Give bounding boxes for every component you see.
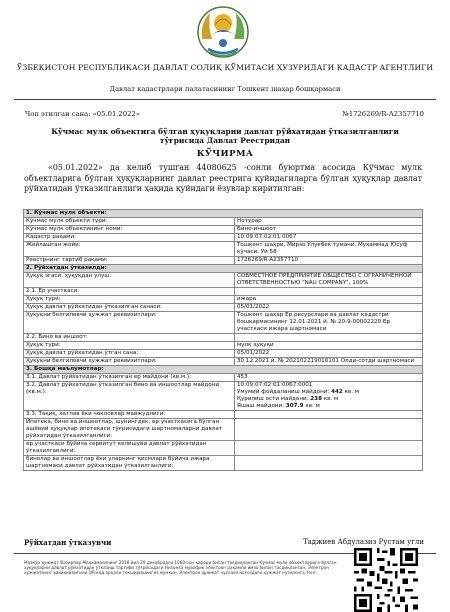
document-title: Кўчмас мулк объектига бўлган ҳуқуқларни давлат рўйхатидан ўтказилганлиги тўғрисида Давлат Реестридан <box>51 127 399 145</box>
table-row <box>24 288 423 296</box>
department-name: Давлат кадастрлари палатасининг Тошкент шаҳар бошқармаси <box>109 85 341 93</box>
field-label: Кўчмас мулк объектининг номи: <box>24 226 235 234</box>
registrar-name: Таджиев Абдулазиз Рустам угли <box>302 538 424 546</box>
field-label: 3.3. Тақиқ, хатлов ёки чекловлар мавжудлиги: <box>24 411 235 419</box>
section-label: 1. Кўчмас мулк объекти: <box>24 210 423 218</box>
field-label: Кўчмас мулк объекти тури: <box>24 218 235 226</box>
field-label: Кадастр рақами: <box>24 234 235 242</box>
section-header <box>24 366 423 374</box>
state-emblem-icon <box>196 5 250 59</box>
field-value <box>235 419 423 441</box>
agency-name: ЎЗБЕКИСТОН РЕСПУБЛИКАСИ ДАВЛАТ СОЛИҚ ҚЎМИТАСИ ҲУЗУРИДАГИ КАДАСТР АГЕНТЛИГИ <box>16 63 434 72</box>
qr-code-icon[interactable] <box>354 548 418 612</box>
field-value: 10:09:07:02:01:0067 <box>235 234 423 242</box>
field-label: Ҳуқуқ тури: <box>24 342 235 350</box>
field-value: 10:09:07:02:01:0067:0001 Умумий фойдаланиш майдони: 442 кв. м Қурилиш ости майдони: 238 кв. м Яшаш майдони: 307.9 кв. м <box>235 382 423 411</box>
table-row <box>24 441 423 456</box>
field-value <box>235 441 423 456</box>
field-label: 2.2. Бино ва иншоот: <box>24 334 235 342</box>
field-value: 453 <box>235 374 423 382</box>
field-label: Ҳуқуқ давлат рўйхатидан ўтган сана: <box>24 350 235 358</box>
field-label: Ҳуқуқни белгиловчи ҳужжат реквизитлари: <box>24 312 235 334</box>
table-row <box>24 312 423 334</box>
field-value <box>235 456 423 471</box>
field-value: Бино-иншоот <box>235 226 423 234</box>
field-value: 1726269/R-A2357710 <box>235 257 423 265</box>
print-date: Чоп этилган сана: «05.01.2022» <box>25 110 140 118</box>
table-row <box>24 342 423 350</box>
field-label: Ҳуқуқни белгиловчи ҳужжат реквизитлари: <box>24 358 235 366</box>
field-label: Ипотека, бино ва иншоотлар, шунингдек, ер участкасига бўлган ашёвий ҳуқуқлар ипотекаси тўғрисидаги шартномаларни давлат рўйхатидан ўтказилганлиги: <box>24 419 235 441</box>
field-value: 05/01/2022 <box>235 350 423 358</box>
table-row <box>24 358 423 366</box>
field-label: Ҳуқуқ эгаси, ҳуқуқдан улуш: <box>24 273 235 288</box>
table-row <box>24 242 423 257</box>
intro-paragraph: «05.01.2022» да келиб тушган 44080625 -сонли буюртма асосида Кўчмас мулк объектларига бўлган ҳуқуқларнинг давлат реестрига қуйидагиларга бўлган ҳуқуқлар давлат рўйхатидан ўтказилганлиги ҳақида қуйидаги ёзувлар киритилган: <box>24 163 422 193</box>
field-value <box>235 288 423 296</box>
field-value <box>235 411 423 419</box>
field-value: Тошкент шаҳри, Мирзо Улуғбек тумани, Муҳаммад Юсуф кўчаси, Уй 58 <box>235 242 423 257</box>
field-value: СОВМЕСТНОЕ ПРЕДПРИЯТИЕ ОБЩЕСТВО С ОГРАНИЧЕННОЙ ОТВЕТСТВЕННОСТЬЮ "NAU COMPANY", 100% <box>235 273 423 288</box>
table-row <box>24 456 423 471</box>
table-row <box>24 350 423 358</box>
table-row <box>24 419 423 441</box>
table-row <box>24 257 423 265</box>
table-row <box>24 374 423 382</box>
field-value: мулк ҳуқуқи <box>235 342 423 350</box>
header-divider <box>14 99 436 100</box>
field-label: 3.2. Давлат рўйхатидан ўтказилган бино ва иншоотлар майдони (кв.м.): <box>24 382 235 411</box>
table-row <box>24 226 423 234</box>
registrar-label: Рўйхатдан ўтказувчи <box>24 538 112 547</box>
section-label: 3. Бошқа маълумотлар: <box>24 366 423 374</box>
table-row <box>24 304 423 312</box>
table-row <box>24 273 423 288</box>
section-header <box>24 265 423 273</box>
field-label: Жойлашган жойи: <box>24 242 235 257</box>
table-row <box>24 296 423 304</box>
field-label: ер участкаси бўйича сервитут келишуви давлат рўйхатидан ўтказилганлиги: <box>24 441 235 456</box>
registry-table <box>23 209 423 471</box>
field-label: 3.1. Давлат рўйхатидан ўтказилган ер майдони (кв.м.): <box>24 374 235 382</box>
legal-fine-print: Мазкур ҳужжат Вазирлар Маҳкамасининг 2018 йил 29 декабрдаги 1060-сон қарори билан тасдиқланган Кўчмас мулк объектларига бўлган ҳуқуқларни давлат рўйхатидан ўтказиш тартиби тўғрисидаги Низомга мувофиқ электрон рақамли имзо билан тасдиқланган. Электрон ҳужжатнинг ҳақиқийлигини QR-код орқали текширишингиз мумкин. Электрон ҳужжат нусхаси қоғоздаги ҳужжат нусхасига тенг. <box>24 560 337 575</box>
field-label: Ҳуқуқ тури: <box>24 296 235 304</box>
field-label: Реестрнинг тартиб рақами: <box>24 257 235 265</box>
extract-heading: КЎЧИРМА <box>196 149 254 159</box>
field-label: 2.1. Ер участкаси: <box>24 288 235 296</box>
section-header <box>24 210 423 218</box>
field-label: бинолар ва иншоотлар ёки уларнинг қисмлари бўйича ижара шартномаси давлат рўйхатидан ўтказилганлиги: <box>24 456 235 471</box>
field-value <box>235 334 423 342</box>
table-row <box>24 411 423 419</box>
field-value: ижара <box>235 296 423 304</box>
document-number: №1726269/R-A2357710 <box>342 110 424 118</box>
table-row <box>24 218 423 226</box>
field-label: Ҳуқуқ давлат рўйхатидан ўтказилган санаси: <box>24 304 235 312</box>
section-label: 2. Рўйхатдан ўтказилди: <box>24 265 423 273</box>
table-row <box>24 234 423 242</box>
table-row <box>24 334 423 342</box>
field-value: 05/01/2022 <box>235 304 423 312</box>
field-value: Тошкент шаҳар Ер ресурслари ва давлат кадастри бошқармасининг 12.01.2021 й. № 20-9-00002220 Ер участкаси ижара шартномаси <box>235 312 423 334</box>
table-row <box>24 382 423 411</box>
field-value: Нотурар <box>235 218 423 226</box>
field-value: 30.12.2021 й. № 202102219010101 Олди-сотди шартномаси <box>235 358 423 366</box>
